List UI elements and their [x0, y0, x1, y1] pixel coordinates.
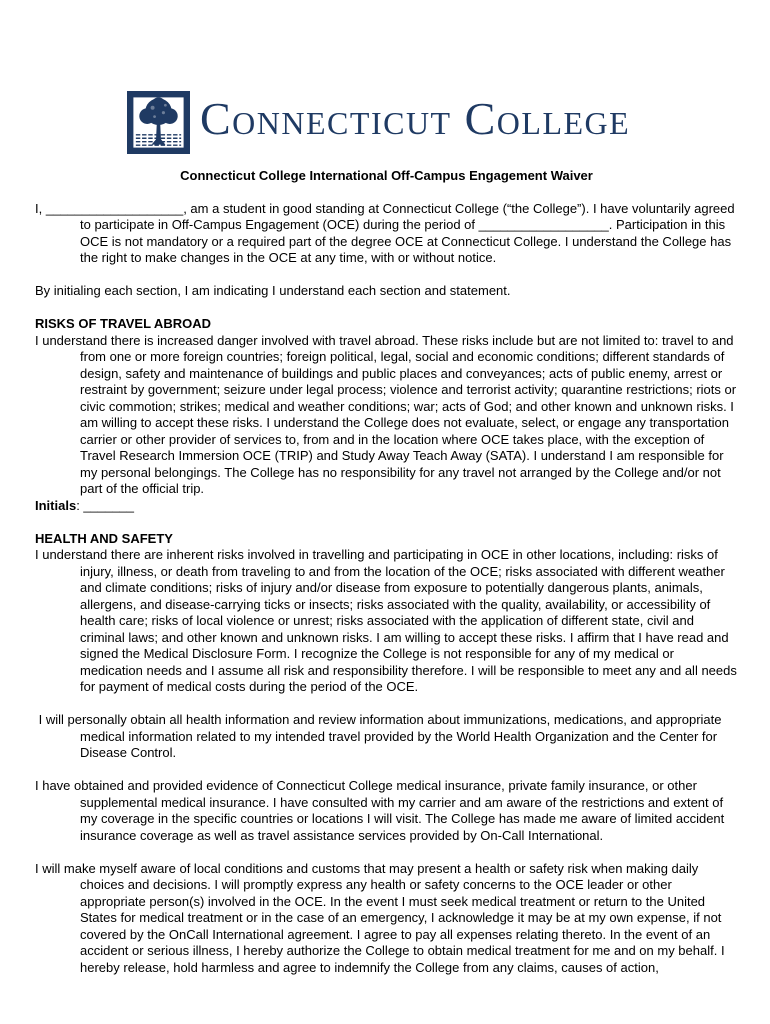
college-logo	[127, 90, 738, 154]
health-safety-paragraph-3: I have obtained and provided evidence of Connecticut College medical insurance, private family insurance, or other supplemental medical insurance. I have consulted with my carrier and am aware of the restrictions and extent of my coverage in the specific countries or locations I will visit. The College has made me aware of limited accident insurance coverage as well as travel assistance services provided by On-Call International.	[35, 778, 728, 843]
initialing-note: By initialing each section, I am indicating I understand each section and statement.	[35, 283, 511, 298]
health-safety-paragraph-4: I will make myself aware of local conditions and customs that may present a health or safety risk when making daily choices and decisions. I will promptly express any health or safety concerns to the OCE leader or other appropriate person(s) involved in the OCE. In the event I must seek medical treatment or return to the United States for medical treatment or in the case of an emergency, I acknowledge it may be at my own expense, if not covered by the OnCall International agreement. I agree to pay all expenses relating thereto. In the event of an accident or serious illness, I hereby authorize the College to obtain medical treatment for me and on my behalf. I hereby release, hold harmless and agree to indemnify the College from any claims, causes of action,	[35, 860, 729, 975]
section-heading-health-and-safety: HEALTH AND SAFETY	[35, 530, 173, 546]
tree-water-emblem-icon	[127, 91, 190, 154]
initials-line	[35, 498, 738, 515]
risks-of-travel-abroad-paragraph: I understand there is increased danger involved with travel abroad. These risks include but are not limited to: travel to and from one or more foreign countries; foreign political, legal, social and economic conditions; different standards of design, safety and maintenance of buildings and public places and conveyances; acts of public enemy, arrest or restraint by government; seizure under legal process; violence and terrorist activity; quarantine restrictions; riots or civic commotion; strikes; medical and weather conditions; war; acts of God; and other known and unknown risks. I am willing to accept these risks. I understand the College does not evaluate, select, or engage any transportation carrier or other provider of services to, from and in the location where OCE takes place, with the exception of Travel Research Immersion OCE (TRIP) and Study Away Teach Away (SATA). I understand I am responsible for my personal belongings. The College has no responsibility for any travel not arranged by the College and/or not part of the official trip.	[35, 332, 740, 496]
health-safety-paragraph-2: I will personally obtain all health information and review information about immunizations, medications, and appropriate medical information related to my intended travel provided by the World Health Organization and the Center for Disease Control.	[35, 712, 726, 760]
health-safety-paragraph-1: I understand there are inherent risks involved in travelling and participating in OCE in other locations, including: risks of injury, illness, or death from traveling to and from the location of the OCE; risks associated with different weather and climate conditions; risks of injury and/or disease from exposure to potentially dangerous plants, animals, allergens, and disease-carrying ticks or insects; risks associated with the quality, availability, or accessibility of health care; risks of local violence or unrest; risks associated with the application of different state, civil and criminal laws; and other known and unknown risks. I am willing to accept these risks. I affirm that I have read and signed the Medical Disclosure Form. I recognize the College is not responsible for any of my medical or medication needs and I assume all risk and responsibility therefore. I will be responsible to meet any and all needs for payment of medical costs during the period of the OCE.	[35, 547, 741, 694]
college-wordmark: Connecticut College	[200, 93, 631, 144]
section-heading-risks-of-travel-abroad: RISKS OF TRAVEL ABROAD	[35, 316, 211, 331]
document-title: Connecticut College International Off-Campus Engagement Waiver	[180, 168, 593, 183]
initials-blank: : _______	[76, 497, 135, 513]
initials-label: Initials	[35, 497, 77, 513]
intro-paragraph: I, ___________________, am a student in good standing at Connecticut College (“the College”). I have voluntarily agreed to participate in Off-Campus Engagement (OCE) during the period of __________________. Participation in this OCE is not mandatory or a required part of the degree OCE at Connecticut College. I understand the College has the right to make changes in the OCE at any time, with or without notice.	[35, 200, 739, 265]
